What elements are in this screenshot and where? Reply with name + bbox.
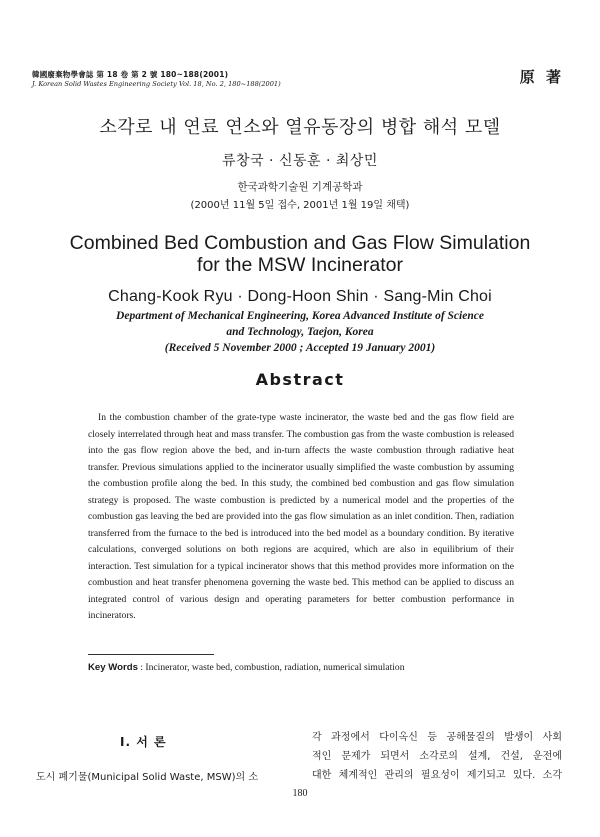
intro-right-line: 적인 문제가 되면서 소각로의 설계, 건설, 운전에 — [312, 751, 562, 762]
intro-left-column: 도시 폐기물(Municipal Solid Waste, MSW)의 소 — [36, 772, 258, 783]
keywords-text: : Incinerator, waste bed, combustion, radiation, numerical simulation — [137, 662, 405, 673]
journal-header-english: J. Korean Solid Wastes Engineering Society Vol. 18, No. 2, 180~188(2001) — [32, 80, 281, 88]
intro-right-column — [312, 728, 562, 785]
affiliation-en-line-2: and Technology, Taejon, Korea — [226, 326, 374, 338]
journal-header-korean: 韓國廢棄物學會誌 第 18 卷 第 2 號 180~188(2001) — [32, 70, 229, 79]
dates-korean: (2000년 11월 5일 접수, 2001년 1월 19일 채택) — [190, 200, 410, 211]
article-type-badge: 原 著 — [519, 68, 564, 86]
keywords-divider — [88, 654, 214, 655]
affiliation-english — [0, 308, 600, 356]
authors-english: Chang-Kook Ryu · Dong-Hoon Shin · Sang-Min Choi — [108, 288, 492, 305]
authors-korean: 류창국 · 신동훈 · 최상민 — [222, 153, 378, 169]
keywords-label: Key Words — [88, 662, 138, 673]
paper-title-english — [0, 232, 600, 276]
section-heading-introduction: I. 서 론 — [120, 735, 167, 749]
abstract-heading: Abstract — [255, 370, 345, 389]
page-number: 180 — [292, 788, 308, 799]
title-en-line-2: for the MSW Incinerator — [197, 254, 403, 276]
intro-right-line: 각 과정에서 다이옥신 등 공해물질의 발생이 사회 — [312, 732, 562, 743]
paper-title-korean: 소각로 내 연료 연소와 열유동장의 병합 해석 모델 — [99, 117, 501, 138]
abstract-body: In the combustion chamber of the grate-type waste incinerator, the waste bed and the gas flow field are closely interrelated through heat and mass transfer. The combustion gas from the waste combustion is released into the gas flow region above the bed, and in-turn affects the waste combustion through radiative heat transfer. Previous simulations applied to the incinerator usually simplified the waste combustion by assuming the combustion profile along the bed. In this study, the combined bed combustion and gas flow simulation strategy is proposed. The waste combustion is predicted by a numerical model and the properties of the combustion gas leaving the bed are provided into the gas flow simulation as an inlet condition. Then, radiation transferred from the furnace to the bed is introduced into the bed model as a boundary condition. By iterative calculations, converged solutions on both regions are acquired, which are also in equilibrium of their interaction. Test simulation for a typical incinerator shows that this method provides more information on the combustion and heat transfer phenomena governing the waste bed. This method can be applied to discuss an integrated control of various design and operating parameters for better combustion performance in incinerators. — [88, 412, 514, 621]
affiliation-en-line-1: Department of Mechanical Engineering, Korea Advanced Institute of Science — [116, 310, 484, 322]
received-accepted-dates: (Received 5 November 2000 ; Accepted 19 January 2001) — [164, 342, 436, 354]
intro-right-line: 대한 체계적인 관리의 필요성이 제기되고 있다. 소각 — [312, 770, 562, 781]
keywords — [88, 662, 528, 673]
title-en-line-1: Combined Bed Combustion and Gas Flow Simulation — [69, 232, 531, 254]
affiliation-korean: 한국과학기술원 기계공학과 — [237, 181, 363, 193]
